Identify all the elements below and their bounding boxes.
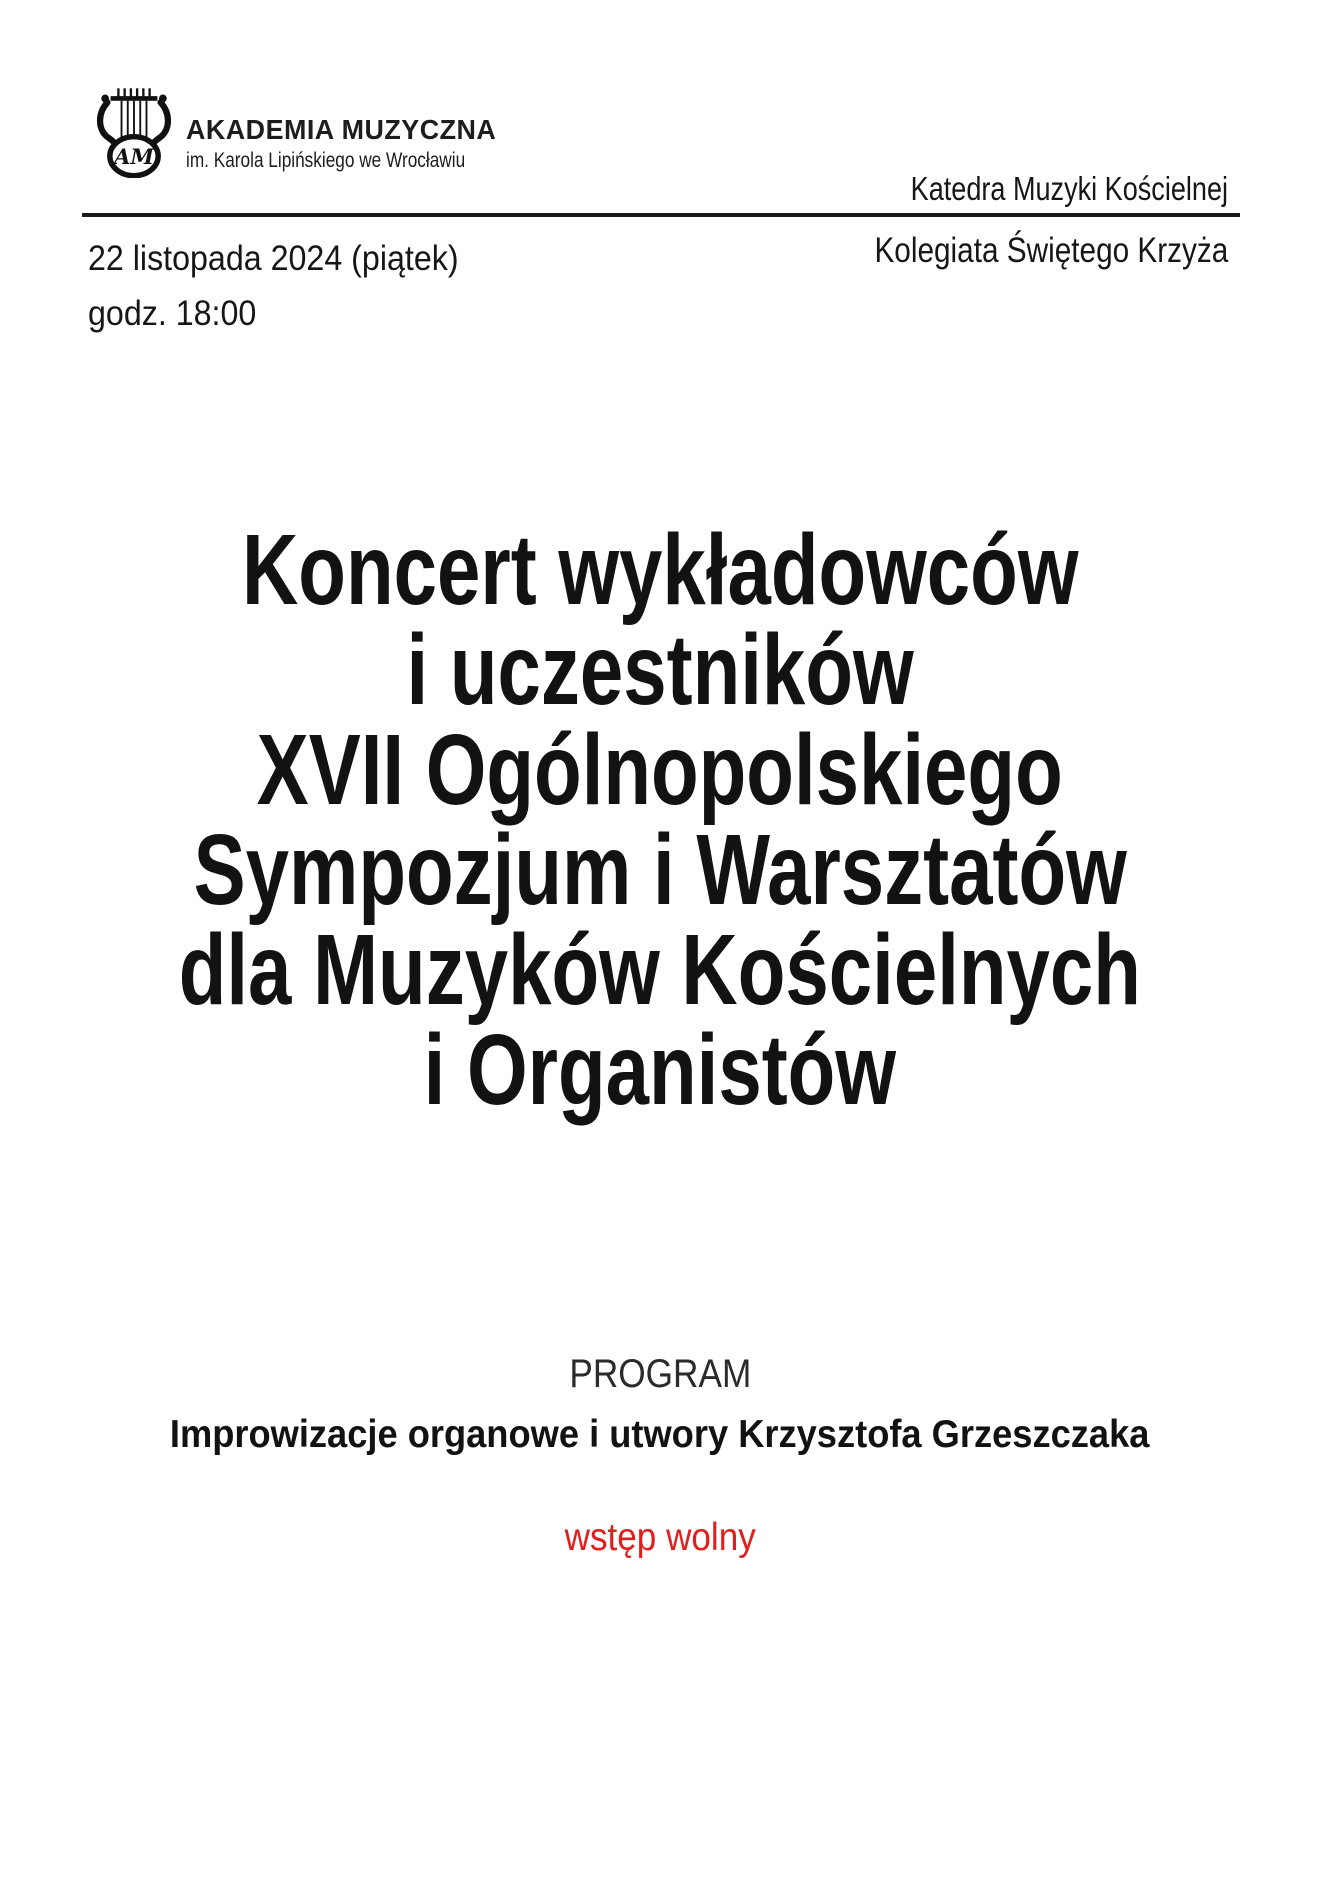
header-rule (82, 213, 1240, 217)
department-label: Katedra Muzyki Kościelnej (910, 170, 1228, 207)
title-line: Koncert wykładowców (241, 514, 1079, 626)
concert-title (0, 514, 1320, 1126)
academy-name-block (186, 114, 526, 173)
title-line: i Organistów (423, 1014, 897, 1126)
logo-monogram-text: AM (114, 143, 154, 169)
admission-note: wstęp wolny (564, 1516, 756, 1559)
title-line: XVII Ogólnopolskiego (256, 714, 1064, 826)
event-datetime-block (88, 231, 491, 341)
academy-name: AKADEMIA MUZYCZNA (186, 114, 497, 145)
program-description: Improwizacje organowe i utwory Krzysztofa Grzeszczaka (170, 1413, 1150, 1456)
event-venue: Kolegiata Świętego Krzyża (874, 231, 1228, 270)
event-time: godz. 18:00 (88, 294, 257, 333)
title-line: dla Muzyków Kościelnych (178, 914, 1142, 1026)
program-heading: PROGRAM (569, 1352, 751, 1396)
lyre-icon (95, 86, 173, 178)
academy-logo (95, 86, 173, 178)
event-date: 22 listopada 2024 (piątek) (88, 239, 459, 278)
title-line: i uczestników (406, 614, 914, 726)
title-line: Sympozjum i Warsztatów (193, 814, 1127, 926)
academy-subtitle: im. Karola Lipińskiego we Wrocławiu (186, 149, 466, 172)
